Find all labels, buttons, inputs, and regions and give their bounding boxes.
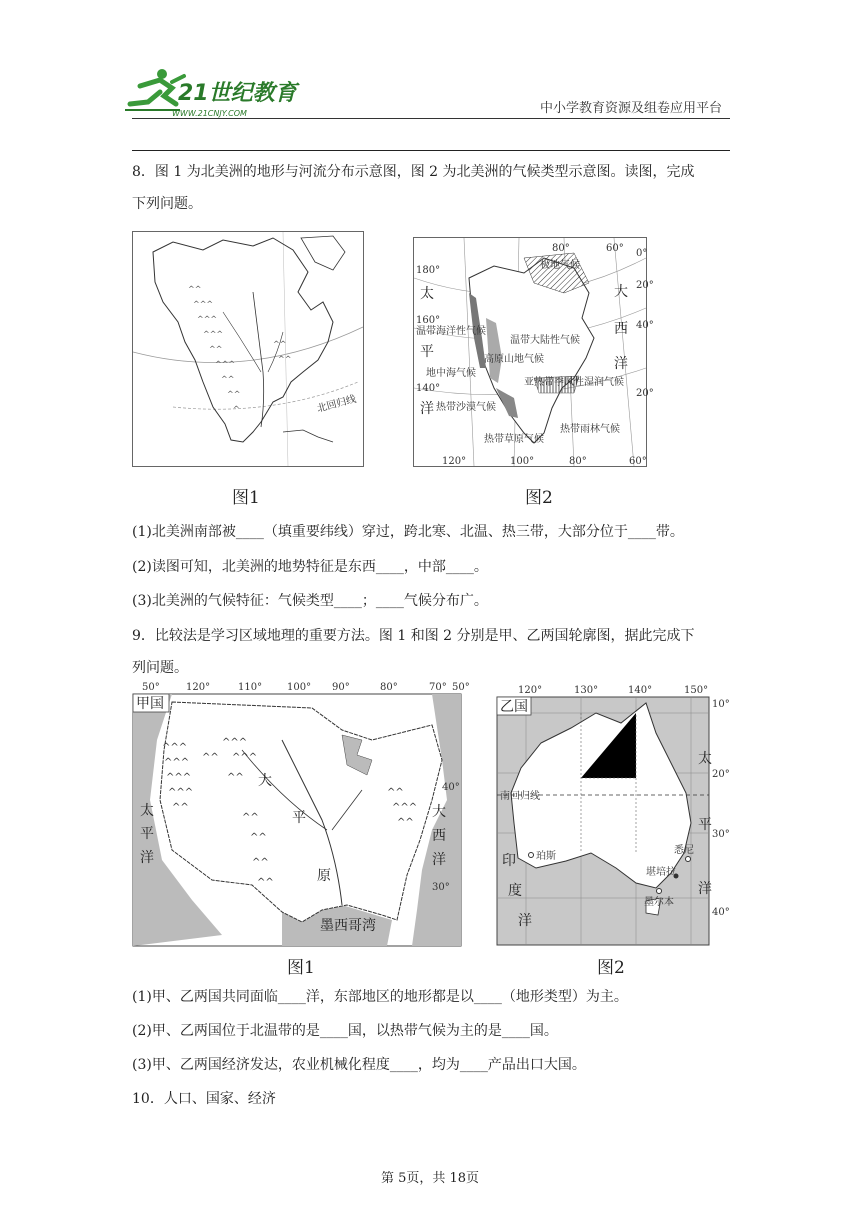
svg-text:原: 原 <box>317 868 331 884</box>
q9-figure1-map <box>132 680 470 950</box>
q8-figure1-map <box>132 231 364 467</box>
svg-text:乙国: 乙国 <box>500 699 528 715</box>
site-logo <box>120 64 297 124</box>
svg-text:WWW.21CNJY.COM: WWW.21CNJY.COM <box>172 109 247 118</box>
svg-text:30°: 30° <box>712 829 730 840</box>
svg-text:^^: ^^ <box>227 390 241 399</box>
svg-text:南回归线: 南回归线 <box>500 791 540 802</box>
svg-text:热带雨林气候: 热带雨林气候 <box>560 424 620 435</box>
svg-text:极地气候: 极地气候 <box>540 260 580 271</box>
q8-stem-line2: 下列问题。 <box>132 196 202 212</box>
svg-text:^^: ^^ <box>387 787 404 798</box>
svg-text:洋: 洋 <box>518 913 532 929</box>
svg-text:^^: ^^ <box>188 285 202 294</box>
svg-text:大: 大 <box>258 773 272 789</box>
svg-text:^: ^ <box>233 405 240 414</box>
svg-text:平: 平 <box>140 826 154 842</box>
svg-text:高原山地气候: 高原山地气候 <box>484 354 544 365</box>
svg-text:亚热带季风性湿润气候: 亚热带季风性湿润气候 <box>524 377 624 388</box>
svg-text:^^: ^^ <box>250 832 267 843</box>
svg-text:北回归线: 北回归线 <box>315 393 358 415</box>
q8-figure2-caption: 图2 <box>525 488 553 508</box>
svg-text:珀斯: 珀斯 <box>536 851 556 862</box>
svg-text:50°: 50° <box>142 682 160 693</box>
svg-text:0°: 0° <box>636 248 648 259</box>
svg-text:印: 印 <box>502 853 516 869</box>
svg-text:100°: 100° <box>510 456 535 467</box>
svg-text:温带海洋性气候: 温带海洋性气候 <box>416 326 486 337</box>
svg-text:20°: 20° <box>712 769 730 780</box>
svg-text:热带草原气候: 热带草原气候 <box>484 434 544 445</box>
svg-text:^^: ^^ <box>278 355 292 364</box>
q9-sub1: (1)甲、乙两国共同面临____洋，东部地区的地形都是以____（地形类型）为主。 <box>132 989 628 1005</box>
svg-text:^^: ^^ <box>242 812 259 823</box>
svg-text:太: 太 <box>420 286 434 302</box>
svg-text:^^: ^^ <box>221 375 235 384</box>
svg-text:洋: 洋 <box>614 356 628 372</box>
q8-figure2-climate-map <box>413 237 654 467</box>
svg-text:堪培拉: 堪培拉 <box>646 867 676 878</box>
header-divider <box>132 118 730 119</box>
svg-text:^^^: ^^^ <box>168 787 194 798</box>
svg-text:墨尔本: 墨尔本 <box>644 897 674 908</box>
platform-name: 中小学教育资源及组卷应用平台 <box>540 101 723 116</box>
q8-sub2: (2)读图可知，北美洲的地势特征是东西____，中部____。 <box>132 559 488 575</box>
svg-text:平: 平 <box>292 810 306 826</box>
svg-text:^^: ^^ <box>273 340 287 349</box>
svg-text:80°: 80° <box>380 682 398 693</box>
svg-text:160°: 160° <box>416 315 441 326</box>
svg-text:90°: 90° <box>332 682 350 693</box>
page-footer: 第 5页，共 18页 <box>380 1171 480 1186</box>
svg-text:温带大陆性气候: 温带大陆性气候 <box>510 335 580 346</box>
svg-text:30°: 30° <box>432 882 450 893</box>
svg-text:西: 西 <box>614 321 628 337</box>
svg-text:平: 平 <box>420 344 434 360</box>
svg-text:西: 西 <box>432 828 446 844</box>
svg-text:^^^: ^^^ <box>164 757 190 768</box>
q9-figure1-caption: 图1 <box>287 958 315 978</box>
q9-figure2-caption: 图2 <box>597 958 625 978</box>
svg-text:太: 太 <box>698 751 712 767</box>
q8-sub1: (1)北美洲南部被____（填重要纬线）穿过，跨北寒、北温、热三带，大部分位于____带。 <box>132 524 684 540</box>
svg-text:大: 大 <box>614 284 628 300</box>
svg-text:^^^: ^^^ <box>232 752 258 763</box>
svg-text:^^: ^^ <box>202 752 219 763</box>
svg-text:40°: 40° <box>636 320 654 331</box>
q9-sub3: (3)甲、乙两国经济发达，农业机械化程度____，均为____产品出口大国。 <box>132 1057 586 1073</box>
svg-text:70°: 70° <box>429 682 447 693</box>
svg-text:墨西哥湾: 墨西哥湾 <box>320 918 376 934</box>
svg-text:180°: 180° <box>416 265 441 276</box>
q8-sub3: (3)北美洲的气候特征：气候类型____；____气候分布广。 <box>132 593 488 609</box>
svg-text:洋: 洋 <box>432 852 446 868</box>
svg-text:20°: 20° <box>636 280 654 291</box>
q9-figure2-map <box>496 683 730 948</box>
svg-text:140°: 140° <box>416 383 441 394</box>
q8-stem-line1: 8．图 1 为北美洲的地形与河流分布示意图，图 2 为北美洲的气候类型示意图。读图，完成 <box>132 164 695 180</box>
svg-text:10°: 10° <box>712 699 730 710</box>
q9-stem-line2: 列问题。 <box>132 660 188 676</box>
svg-text:^^^: ^^^ <box>162 742 188 753</box>
svg-text:130°: 130° <box>574 685 599 696</box>
svg-text:悉尼: 悉尼 <box>674 845 694 856</box>
svg-text:140°: 140° <box>628 685 653 696</box>
svg-text:^^: ^^ <box>252 857 269 868</box>
svg-text:^^^: ^^^ <box>166 772 192 783</box>
svg-text:^^: ^^ <box>172 802 189 813</box>
svg-text:洋: 洋 <box>698 881 712 897</box>
svg-text:150°: 150° <box>684 685 709 696</box>
svg-text:洋: 洋 <box>140 850 154 866</box>
svg-text:洋: 洋 <box>420 401 434 417</box>
svg-text:110°: 110° <box>238 682 263 693</box>
svg-text:甲国: 甲国 <box>136 696 164 712</box>
svg-text:^^: ^^ <box>397 817 414 828</box>
svg-text:^^^: ^^^ <box>392 802 418 813</box>
q8-figure1-caption: 图1 <box>232 488 260 508</box>
svg-text:大: 大 <box>432 804 446 820</box>
svg-text:80°: 80° <box>552 243 570 254</box>
svg-text:地中海气候: 地中海气候 <box>426 368 476 379</box>
svg-text:120°: 120° <box>186 682 211 693</box>
svg-text:^^: ^^ <box>209 345 223 354</box>
svg-text:40°: 40° <box>442 782 460 793</box>
svg-text:^^^: ^^^ <box>203 330 224 339</box>
svg-text:60°: 60° <box>606 243 624 254</box>
svg-text:^^^: ^^^ <box>222 737 248 748</box>
svg-text:120°: 120° <box>518 685 543 696</box>
q9-sub2: (2)甲、乙两国位于北温带的是____国，以热带气候为主的是____国。 <box>132 1023 558 1039</box>
svg-text:^^^: ^^^ <box>193 300 214 309</box>
svg-text:^^^: ^^^ <box>215 360 236 369</box>
svg-text:太: 太 <box>140 803 154 819</box>
svg-text:40°: 40° <box>712 907 730 918</box>
svg-text:100°: 100° <box>287 682 312 693</box>
svg-text:^^: ^^ <box>257 877 274 888</box>
svg-text:120°: 120° <box>442 456 467 467</box>
svg-text:^^: ^^ <box>227 772 244 783</box>
page-header <box>0 0 860 160</box>
svg-text:21世纪教育: 21世纪教育 <box>178 81 297 106</box>
svg-text:60°: 60° <box>629 456 647 467</box>
svg-text:20°: 20° <box>636 388 654 399</box>
q9-stem-line1: 9．比较法是学习区域地理的重要方法。图 1 和图 2 分别是甲、乙两国轮廓图，据此完成下 <box>132 628 695 644</box>
svg-text:50°: 50° <box>452 682 470 693</box>
svg-text:热带沙漠气候: 热带沙漠气候 <box>436 402 496 413</box>
svg-text:平: 平 <box>698 817 712 833</box>
q10-stem: 10．人口、国家、经济 <box>132 1091 276 1107</box>
svg-text:^^^: ^^^ <box>197 315 218 324</box>
header-divider-bottom <box>132 150 730 151</box>
svg-text:80°: 80° <box>569 456 587 467</box>
svg-text:度: 度 <box>508 883 522 899</box>
